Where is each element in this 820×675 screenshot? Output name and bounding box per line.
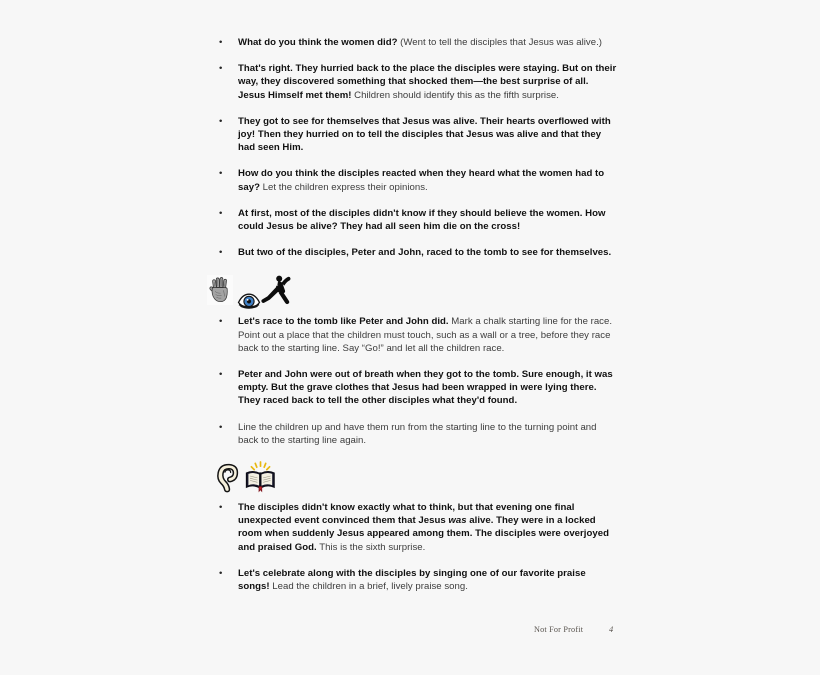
bold-text: That's right. They hurried back to the place the disciples were staying. But on their way, they discovered something that shocked them—the best surprise of all. Jesus Himself met them!: [238, 63, 617, 101]
list-item: [218, 207, 618, 233]
bold-text: What do you think the women did?: [238, 37, 398, 48]
list-item: [218, 421, 618, 447]
bullet-marker: •: [219, 369, 223, 381]
page-content: [218, 36, 618, 606]
ear-icon: [215, 463, 239, 498]
bold-italic-text: was: [448, 515, 467, 527]
bullet-marker: •: [219, 63, 223, 75]
list-item: [218, 167, 618, 193]
bible-book-icon: [243, 461, 277, 498]
bullet-marker: •: [219, 37, 223, 48]
bullet-marker: •: [219, 247, 223, 259]
bold-text: How do you think the disciples reacted when they heard what the women had to say?: [238, 168, 605, 193]
page-number: 4: [609, 625, 614, 634]
bullet-marker: •: [219, 168, 223, 180]
activity-icon-row-listen: [207, 464, 618, 500]
bold-text-cont: alive. They were in a locked room when suddenly Jesus appeared among them. The disciples were overjoyed and praised God.: [238, 515, 609, 553]
plain-text: Let the children express their opinions.: [259, 181, 428, 193]
bold-text: Peter and John were out of breath when they got to the tomb. Sure enough, it was empty. But the grave clothes that Jesus had been wrapped in were lying there. They raced back to tell the other disciples what they'd found.: [238, 369, 613, 407]
eye-icon: [237, 293, 261, 314]
list-item: [218, 315, 618, 355]
plain-text: Children should identify this as the fifth surprise.: [351, 89, 559, 101]
bold-text: But two of the disciples, Peter and John, raced to the tomb to see for themselves.: [238, 247, 612, 259]
list-item-text: [238, 115, 618, 155]
list-item-text: [238, 62, 618, 102]
list-item-text: [238, 315, 618, 355]
list-item: [218, 567, 618, 593]
list-item-text: [238, 501, 618, 554]
list-item: [218, 501, 618, 554]
list-item: [218, 115, 618, 155]
footer-notice: Not For Profit: [534, 625, 584, 634]
bullet-marker: •: [219, 207, 223, 219]
plain-text: (Went to tell the disciples that Jesus was alive.): [397, 37, 602, 48]
bold-text: Let's celebrate along with the disciples by singing one of our favorite praise songs!: [238, 567, 586, 593]
list-item: [218, 368, 618, 408]
bullet-marker: •: [219, 502, 223, 514]
list-item-text: [238, 207, 618, 233]
activity-icon-row-race: [207, 274, 618, 314]
bold-text: The disciples didn't know exactly what to think, but that evening one final unexpected event convinced them that Jesus: [238, 502, 575, 527]
hand-icon: [207, 275, 233, 310]
list-item-text: [238, 567, 618, 593]
plain-text: Mark a chalk starting line for the race. Point out a place that the children must touch, such as a wall or a tree, before they race back to the starting line. Say “Go!” and let all the children race.: [238, 316, 613, 354]
list-item: [218, 62, 618, 102]
bold-text: They got to see for themselves that Jesus was alive. Their hearts overflowed with joy! Then they hurried on to tell the disciples that Jesus was alive and that they had seen Him.: [238, 115, 611, 154]
page-footer: [534, 625, 654, 634]
stretching-figure-icon: [260, 274, 294, 313]
list-item-text: [238, 368, 618, 408]
bold-text: Let's race to the tomb like Peter and John did.: [238, 316, 449, 328]
list-item: [218, 246, 618, 259]
plain-text: Line the children up and have them run from the starting line to the turning point and back to the starting line again.: [238, 421, 597, 446]
list-item-text: [238, 246, 618, 259]
list-item-text: [238, 36, 618, 49]
list-item-text: [238, 421, 618, 447]
plain-text: Lead the children in a brief, lively praise song.: [269, 581, 468, 593]
bold-text: At first, most of the disciples didn't know if they should believe the women. How could Jesus be alive? They had all seen him die on the cross!: [238, 207, 606, 233]
list-item-text: [238, 167, 618, 193]
bullet-marker: •: [219, 316, 223, 328]
bullet-marker: •: [219, 421, 223, 433]
list-item: [218, 36, 618, 49]
plain-text: This is the sixth surprise.: [316, 541, 426, 553]
bullet-marker: •: [219, 115, 223, 127]
bullet-marker: •: [219, 567, 223, 579]
